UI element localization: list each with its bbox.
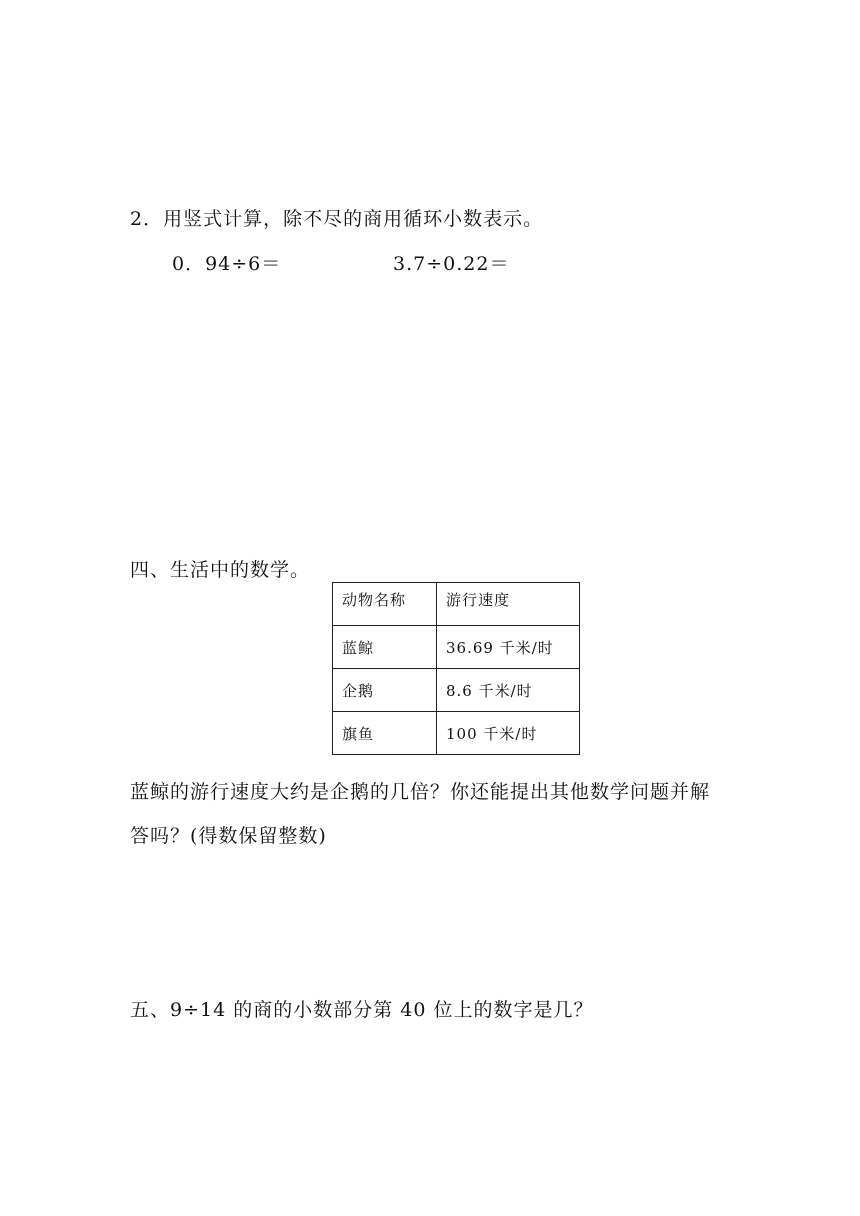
word-problem-line-2: 答吗？(得数保留整数) [130, 825, 327, 847]
division-expression-1: 0．94÷6＝ [172, 253, 282, 275]
table-row [333, 712, 580, 755]
table-header-row [333, 583, 580, 626]
table-cell: 企鹅 [333, 669, 437, 712]
table-row [333, 669, 580, 712]
table-header-cell: 动物名称 [333, 583, 437, 626]
division-expression-2: 3.7÷0.22＝ [393, 253, 510, 275]
animal-speed-table [332, 582, 580, 755]
section-4-heading: 四、生活中的数学。 [130, 559, 311, 581]
table-header-cell: 游行速度 [437, 583, 580, 626]
table-cell: 100 千米/时 [437, 712, 580, 755]
question-2-prompt: 2．用竖式计算，除不尽的商用循环小数表示。 [130, 208, 544, 230]
table-cell: 36.69 千米/时 [437, 626, 580, 669]
word-problem-line-1: 蓝鲸的游行速度大约是企鹅的几倍？你还能提出其他数学问题并解 [130, 781, 711, 803]
table-cell: 8.6 千米/时 [437, 669, 580, 712]
table-cell: 蓝鲸 [333, 626, 437, 669]
table-row [333, 626, 580, 669]
table-cell: 旗鱼 [333, 712, 437, 755]
section-5-question: 五、9÷14 的商的小数部分第 40 位上的数字是几？ [130, 999, 594, 1021]
